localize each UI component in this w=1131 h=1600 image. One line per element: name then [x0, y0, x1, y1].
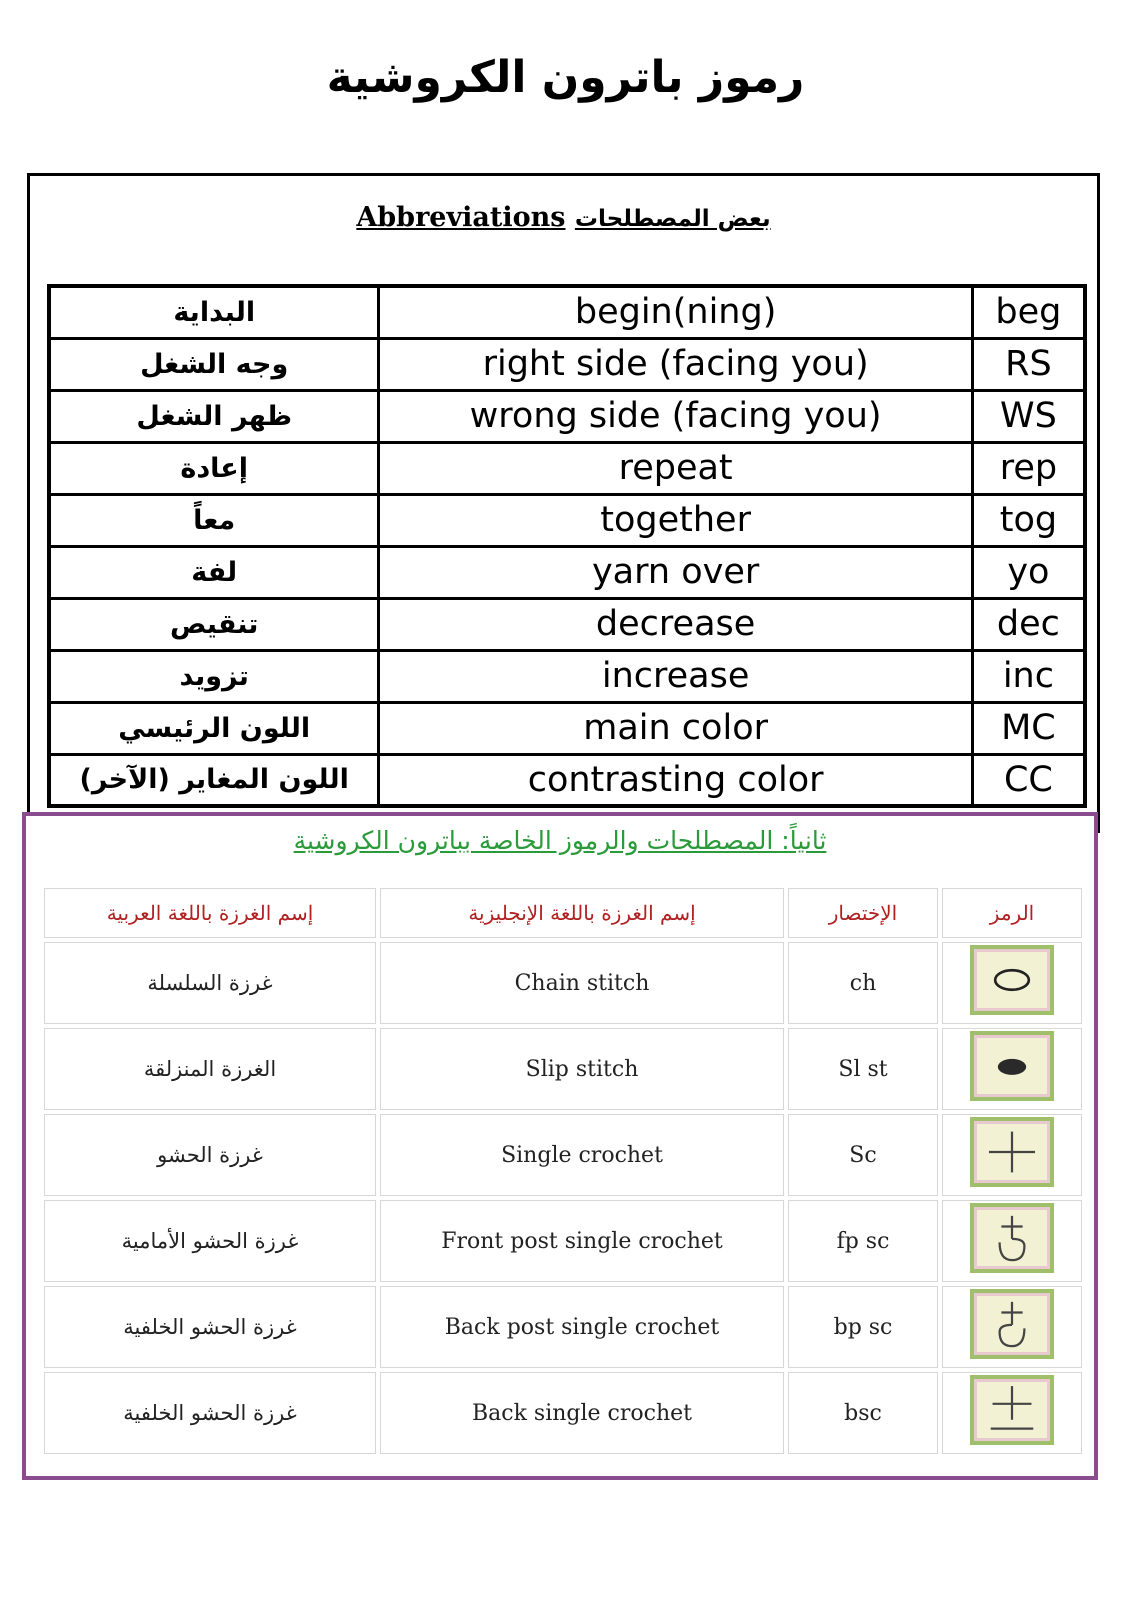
abbreviations-heading [30, 202, 1097, 233]
english-term: contrasting color [379, 754, 972, 806]
table-row [44, 1028, 1082, 1110]
english-term: repeat [379, 442, 972, 494]
table-row [49, 338, 1085, 390]
english-term: begin(ning) [379, 286, 972, 338]
abbreviations-heading-ar: بعض المصطلحات [574, 206, 771, 232]
english-stitch-name: Front post single crochet [380, 1200, 784, 1282]
table-row [44, 1372, 1082, 1454]
symbol-cell [942, 1286, 1082, 1368]
stitch-abbreviation: Sl st [788, 1028, 938, 1110]
english-term: increase [379, 650, 972, 702]
arabic-term: إعادة [49, 442, 379, 494]
arabic-term: البداية [49, 286, 379, 338]
stitch-symbols-table [40, 884, 1086, 1458]
header-english-name: إسم الغرزة باللغة الإنجليزية [380, 888, 784, 938]
abbreviation: CC [972, 754, 1085, 806]
abbreviation: WS [972, 390, 1085, 442]
abbreviation: tog [972, 494, 1085, 546]
table-row [49, 598, 1085, 650]
arabic-term: تزويد [49, 650, 379, 702]
abbreviations-section [27, 173, 1100, 833]
table-row [49, 754, 1085, 806]
arabic-term: تنقيص [49, 598, 379, 650]
arabic-stitch-name: غرزة الحشو الخلفية [44, 1286, 376, 1368]
abbreviation: inc [972, 650, 1085, 702]
arabic-term: وجه الشغل [49, 338, 379, 390]
english-term: decrease [379, 598, 972, 650]
stitch-abbreviation: bsc [788, 1372, 938, 1454]
abbreviation: beg [972, 286, 1085, 338]
arabic-term: ظهر الشغل [49, 390, 379, 442]
symbol-cell [942, 1028, 1082, 1110]
english-term: yarn over [379, 546, 972, 598]
arabic-term: معاً [49, 494, 379, 546]
arabic-stitch-name: غرزة الحشو الأمامية [44, 1200, 376, 1282]
stitch-symbols-heading: ثانياً: المصطلحات والرموز الخاصة بباترون الكروشية [293, 826, 827, 855]
table-row [44, 942, 1082, 1024]
abbreviations-table [47, 284, 1087, 808]
english-term: together [379, 494, 972, 546]
english-stitch-name: Slip stitch [380, 1028, 784, 1110]
table-row [49, 390, 1085, 442]
table-row [49, 702, 1085, 754]
header-abbreviation: الإختصار [788, 888, 938, 938]
header-symbol: الرمز [942, 888, 1082, 938]
table-row [44, 1286, 1082, 1368]
english-term: right side (facing you) [379, 338, 972, 390]
arabic-term: اللون المغاير (الآخر) [49, 754, 379, 806]
table-row [49, 442, 1085, 494]
stitch-abbreviation: Sc [788, 1114, 938, 1196]
table-header-row [44, 888, 1082, 938]
front-post-icon [970, 1203, 1054, 1273]
abbreviation: rep [972, 442, 1085, 494]
underlined-plus-icon [970, 1375, 1054, 1445]
symbol-cell [942, 1372, 1082, 1454]
oval-outline-icon [970, 945, 1054, 1015]
abbreviation: dec [972, 598, 1085, 650]
page-title: رموز باترون الكروشية [326, 52, 805, 103]
symbol-cell [942, 942, 1082, 1024]
table-row [49, 494, 1085, 546]
table-row [49, 286, 1085, 338]
arabic-stitch-name: غرزة الحشو [44, 1114, 376, 1196]
english-term: wrong side (facing you) [379, 390, 972, 442]
arabic-term: اللون الرئيسي [49, 702, 379, 754]
stitch-abbreviation: ch [788, 942, 938, 1024]
table-row [49, 546, 1085, 598]
english-stitch-name: Back single crochet [380, 1372, 784, 1454]
table-row [49, 650, 1085, 702]
english-term: main color [379, 702, 972, 754]
arabic-term: لفة [49, 546, 379, 598]
stitch-abbreviation: fp sc [788, 1200, 938, 1282]
plus-icon [970, 1117, 1054, 1187]
abbreviation: MC [972, 702, 1085, 754]
symbol-cell [942, 1114, 1082, 1196]
abbreviation: yo [972, 546, 1085, 598]
english-stitch-name: Single crochet [380, 1114, 784, 1196]
table-row [44, 1200, 1082, 1282]
abbreviation: RS [972, 338, 1085, 390]
back-post-icon [970, 1289, 1054, 1359]
english-stitch-name: Chain stitch [380, 942, 784, 1024]
english-stitch-name: Back post single crochet [380, 1286, 784, 1368]
arabic-stitch-name: الغرزة المنزلقة [44, 1028, 376, 1110]
filled-oval-icon [970, 1031, 1054, 1101]
abbreviations-heading-en: Abbreviations [356, 202, 566, 233]
arabic-stitch-name: غرزة الحشو الخلفية [44, 1372, 376, 1454]
stitch-abbreviation: bp sc [788, 1286, 938, 1368]
header-arabic-name: إسم الغرزة باللغة العربية [44, 888, 376, 938]
symbol-cell [942, 1200, 1082, 1282]
stitch-symbols-section [22, 812, 1098, 1480]
arabic-stitch-name: غرزة السلسلة [44, 942, 376, 1024]
table-row [44, 1114, 1082, 1196]
